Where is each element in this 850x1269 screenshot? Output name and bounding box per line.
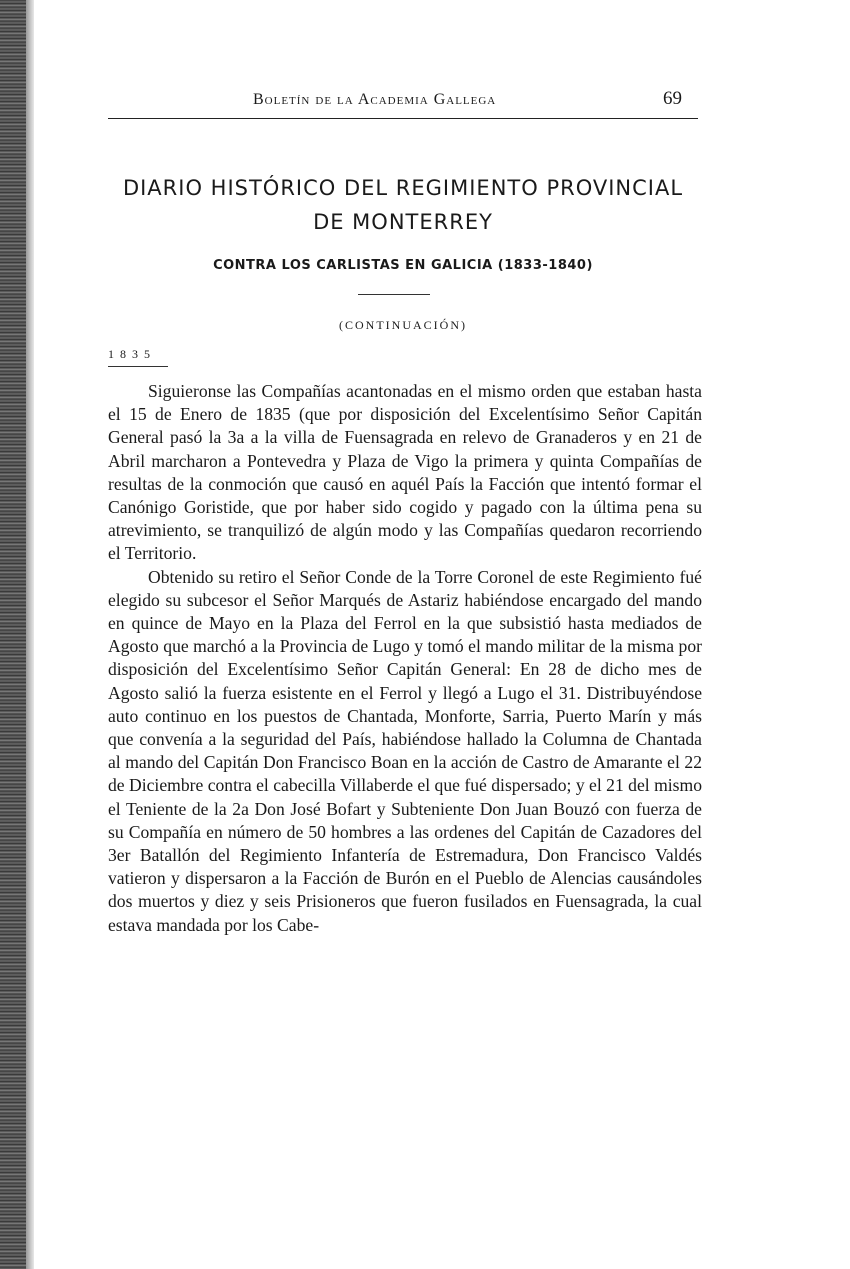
book-gutter-shadow bbox=[26, 0, 34, 1269]
paragraph-2: Obtenido su retiro el Señor Conde de la Torre Coronel de este Regimiento fué elegido su subcesor el Señor Marqués de Astariz habiéndose encargado del mando en quince de Mayo en la Plaza del Ferrol en la que subsistió hasta mediados de Agosto que marchó a la Provincia de Lugo y tomó el mando militar de la misma por disposición del Excelentísimo Señor Capitán General: En 28 de dicho mes de Agosto salió la fuerza esistente en el Ferrol y llegó a Lugo el 31. Distribuyéndose auto continuo en los puestos de Chantada, Monforte, Sarria, Puerto Marín y más que convenía a la seguridad del País, habiéndose hallado la Columna de Chantada al mando del Capitán Don Francisco Boan en la acción de Castro de Amarante el 22 de Diciembre contra el cabecilla Villaberde el que fué dispersado; y el 21 del mismo el Teniente de la 2a Don José Bofart y Subteniente Don Juan Bouzó con fuerza de su Compañía en número de 50 hombres a las ordenes del Capitán de Cazadores del 3er Batallón del Regimiento Infantería de Estremadura, Don Francisco Valdés vatieron y dispersaron a la Facción de Burón en el Pueblo de Alencias causándoles dos muertos y diez y seis Prisioneros que fueron fusilados en Fuensagrada, la cual estava mandada por los Cabe- bbox=[108, 566, 702, 935]
year-note: 1835 bbox=[108, 347, 156, 361]
paragraph-1: Siguieronse las Compañías acantonadas en el mismo orden que estaban hasta el 15 de Enero de 1835 (que por disposición del Excelentísimo Señor Capitán General pasó la 3a a la villa de Fuensagrada en relevo de Granaderos y en 21 de Abril marcharon a Pontevedra y Plaza de Vigo la primera y quinta Compañías de resultas de la conmoción que causó en aquél País la Facción que intentó formar el Canónigo Goristide, que por haber sido cogido y pagado con la última pena su atrevimiento, se tranquilizó de algún modo y las Compañías quedaron recorriendo el Territorio. bbox=[108, 381, 702, 564]
running-title: Boletín de la Academia Gallega bbox=[253, 91, 497, 108]
article-body bbox=[108, 380, 702, 937]
book-spine-edge bbox=[0, 0, 26, 1269]
page-number: 69 bbox=[663, 88, 682, 109]
article-subtitle: CONTRA LOS CARLISTAS EN GALICIA (1833-1840) bbox=[213, 258, 593, 273]
title-divider bbox=[358, 294, 430, 295]
header-rule bbox=[108, 118, 698, 119]
article-title-line1: DIARIO HISTÓRICO DEL REGIMIENTO PROVINCIAL bbox=[122, 176, 684, 200]
article-title-line2: DE MONTERREY bbox=[313, 210, 493, 234]
continuation-label: (CONTINUACIÓN) bbox=[339, 318, 467, 332]
year-rule bbox=[108, 366, 168, 367]
running-header bbox=[108, 88, 698, 118]
